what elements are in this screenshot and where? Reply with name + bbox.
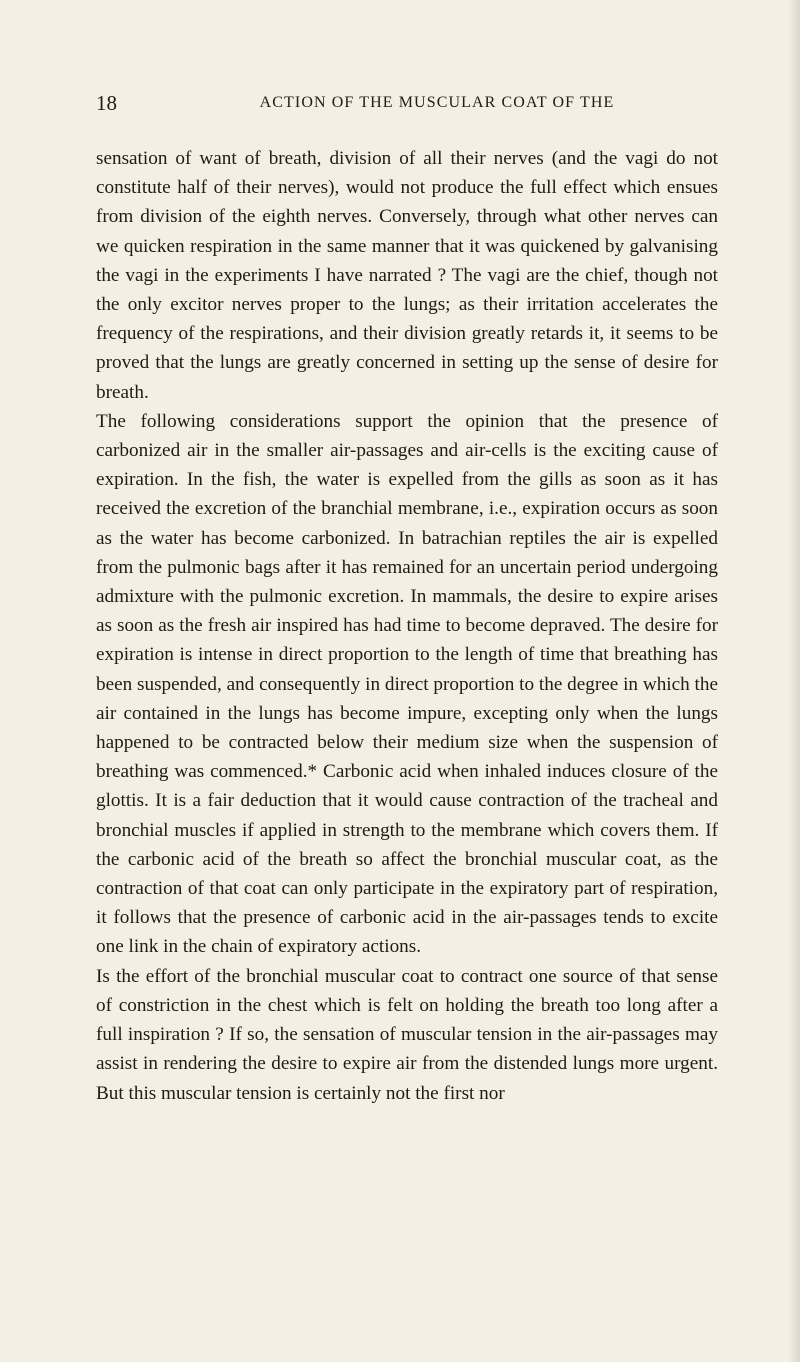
paragraph-3: Is the effort of the bronchial muscular coat to contract one source of that sense of constriction in the chest which is felt on holding the breath too long after a full inspiration ? If so, the sensation of muscular tension in the air-passages may assist in rendering the desire to expire air from the distended lungs more urgent. But this muscular tension is certainly not the first nor [96, 965, 718, 1104]
page-edge-shadow [788, 0, 800, 1362]
page-number: 18 [96, 91, 117, 115]
page-header [96, 90, 718, 120]
paragraph-1: sensation of want of breath, division of all their nerves (and the vagi do not constitute half of their nerves), would not produce the full effect which ensues from division of the eighth nerves. Conversely, through what other nerves can we quicken respiration in the same manner that it was quickened by galvanising the vagi in the experiments I have narrated ? The vagi are the chief, though not the only excitor nerves proper to the lungs; as their irritation accelerates the frequency of the respirations, and their division greatly retards it, it seems to be proved that the lungs are greatly concerned in setting up the sense of desire for breath. [96, 148, 718, 403]
running-head: ACTION OF THE MUSCULAR COAT OF THE [259, 94, 615, 111]
paragraph-2: The following considerations support the opinion that the presence of carbonized air in the smaller air-passages and air-cells is the exciting cause of expiration. In the fish, the water is expelled from the gills as soon as it has received the excretion of the branchial membrane, i.e., expiration occurs as soon as the water has become carbonized. In batrachian reptiles the air is expelled from the pulmonic bags after it has remained for an uncertain period undergoing admixture with the pulmonic excretion. In mammals, the desire to expire arises as soon as the fresh air inspired has had time to become depraved. The desire for expiration is intense in direct proportion to the length of time that breathing has been suspended, and consequently in direct proportion to the degree in which the air contained in the lungs has become impure, excepting only when the lungs happened to be contracted below their medium size when the suspension of breathing was commenced.* Carbonic acid when inhaled induces closure of the glottis. It is a fair deduction that it would cause contraction of the tracheal and bronchial muscles if applied in strength to the membrane which covers them. If the carbonic acid of the breath so affect the bronchial muscular coat, as the contraction of that coat can only participate in the expiratory part of respiration, it follows that the presence of carbonic acid in the air-passages tends to excite one link in the chain of expiratory actions. [96, 410, 718, 958]
body-text [96, 144, 718, 1108]
